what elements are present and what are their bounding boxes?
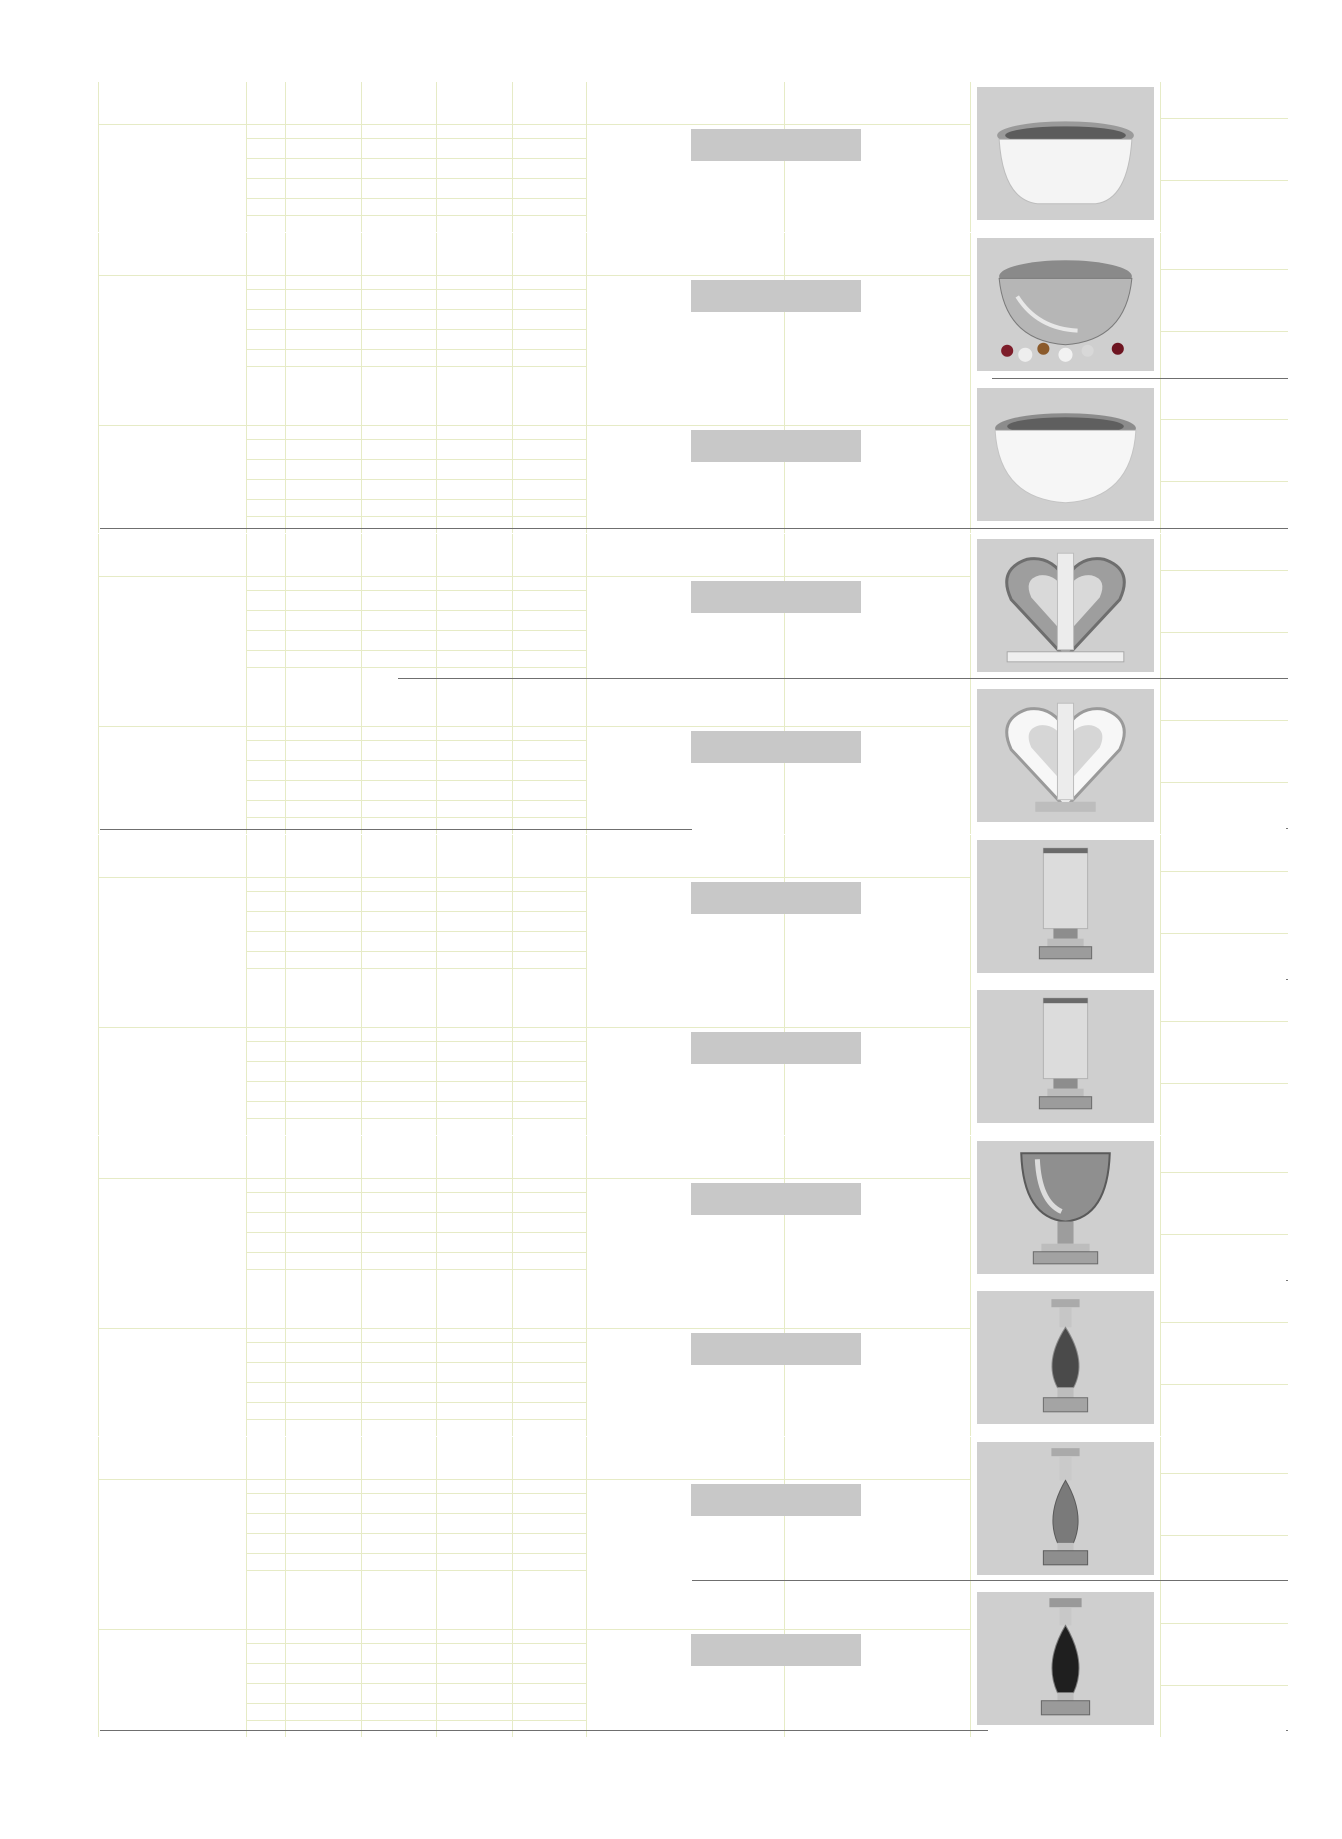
grid-line-horizontal bbox=[1160, 419, 1288, 420]
separator-rule bbox=[100, 829, 692, 830]
product-row bbox=[98, 82, 1288, 232]
grid-line-vertical bbox=[361, 1437, 362, 1587]
grid-line-vertical bbox=[361, 82, 362, 232]
grid-line-horizontal bbox=[246, 329, 586, 330]
grid-line-vertical bbox=[970, 82, 971, 232]
grid-line-vertical bbox=[98, 835, 99, 985]
grid-line-horizontal bbox=[246, 459, 586, 460]
grid-line-horizontal bbox=[246, 1269, 586, 1270]
product-row bbox=[98, 1587, 1288, 1737]
grid-line-vertical bbox=[361, 684, 362, 834]
grid-line-horizontal bbox=[246, 1061, 586, 1062]
grid-line-vertical bbox=[970, 1286, 971, 1436]
grid-line-vertical bbox=[512, 684, 513, 834]
grid-line-vertical bbox=[970, 534, 971, 684]
grid-line-vertical bbox=[436, 684, 437, 834]
product-row bbox=[98, 985, 1288, 1135]
grid-line-horizontal bbox=[246, 1402, 586, 1403]
grid-line-vertical bbox=[285, 1286, 286, 1436]
grid-line-vertical bbox=[512, 1136, 513, 1286]
grid-line-horizontal bbox=[98, 1479, 970, 1480]
grid-line-horizontal bbox=[246, 1192, 586, 1193]
grid-line-horizontal bbox=[246, 1419, 586, 1420]
grid-line-vertical bbox=[246, 1587, 247, 1737]
grid-line-vertical bbox=[512, 1437, 513, 1587]
product-photo bbox=[977, 539, 1154, 672]
grid-line-vertical bbox=[361, 1136, 362, 1286]
grid-line-vertical bbox=[246, 233, 247, 383]
price-bar bbox=[691, 280, 861, 312]
grid-line-vertical bbox=[1160, 684, 1161, 834]
grid-line-horizontal bbox=[1160, 1685, 1288, 1686]
grid-line-vertical bbox=[970, 985, 971, 1135]
grid-line-horizontal bbox=[246, 968, 586, 969]
grid-line-vertical bbox=[586, 985, 587, 1135]
grid-line-vertical bbox=[586, 82, 587, 232]
grid-line-vertical bbox=[436, 534, 437, 684]
product-row bbox=[98, 835, 1288, 985]
grid-line-vertical bbox=[586, 684, 587, 834]
grid-line-vertical bbox=[436, 1587, 437, 1737]
grid-line-horizontal bbox=[1160, 1234, 1288, 1235]
grid-line-vertical bbox=[436, 82, 437, 232]
grid-line-horizontal bbox=[246, 158, 586, 159]
grid-line-horizontal bbox=[246, 1382, 586, 1383]
white-heart-vase-icon bbox=[977, 689, 1154, 822]
grid-line-horizontal bbox=[246, 740, 586, 741]
grid-line-horizontal bbox=[1160, 782, 1288, 783]
grid-line-vertical bbox=[361, 1587, 362, 1737]
product-row bbox=[98, 1136, 1288, 1286]
grid-line-horizontal bbox=[246, 1041, 586, 1042]
grid-line-vertical bbox=[1160, 835, 1161, 985]
grid-line-vertical bbox=[98, 233, 99, 383]
grid-line-horizontal bbox=[1160, 1021, 1288, 1022]
grid-line-vertical bbox=[586, 1136, 587, 1286]
grid-line-vertical bbox=[246, 383, 247, 533]
grid-line-vertical bbox=[1160, 82, 1161, 232]
grid-line-horizontal bbox=[246, 198, 586, 199]
grid-line-vertical bbox=[970, 233, 971, 383]
product-photo bbox=[977, 1592, 1154, 1725]
grid-line-horizontal bbox=[1160, 1535, 1288, 1536]
grid-line-vertical bbox=[1160, 1136, 1161, 1286]
grid-line-vertical bbox=[361, 383, 362, 533]
product-row bbox=[98, 383, 1288, 533]
grid-line-vertical bbox=[98, 1286, 99, 1436]
price-bar bbox=[691, 581, 861, 613]
grid-line-horizontal bbox=[246, 349, 586, 350]
grid-line-vertical bbox=[586, 383, 587, 533]
grid-line-vertical bbox=[285, 1136, 286, 1286]
grid-line-vertical bbox=[586, 1286, 587, 1436]
product-photo bbox=[977, 1141, 1154, 1274]
grid-line-vertical bbox=[98, 684, 99, 834]
separator-rule bbox=[100, 1730, 988, 1731]
grid-line-horizontal bbox=[1160, 720, 1288, 721]
round-white-bowl-silver-interior-icon bbox=[977, 388, 1154, 521]
grid-line-vertical bbox=[1160, 233, 1161, 383]
product-photo bbox=[977, 238, 1154, 371]
grid-line-horizontal bbox=[1160, 1623, 1288, 1624]
grid-line-vertical bbox=[512, 233, 513, 383]
price-bar bbox=[691, 882, 861, 914]
grid-line-vertical bbox=[1160, 383, 1161, 533]
silver-candlestick-icon bbox=[977, 1291, 1154, 1424]
grid-line-vertical bbox=[436, 383, 437, 533]
price-bar bbox=[691, 1634, 861, 1666]
grid-line-horizontal bbox=[246, 911, 586, 912]
grid-line-vertical bbox=[436, 835, 437, 985]
black-silver-candlestick-icon bbox=[977, 1592, 1154, 1725]
grid-line-vertical bbox=[98, 1136, 99, 1286]
grid-line-horizontal bbox=[246, 630, 586, 631]
edge-tick bbox=[1286, 828, 1288, 829]
grid-line-horizontal bbox=[246, 891, 586, 892]
grid-line-vertical bbox=[246, 534, 247, 684]
grid-line-vertical bbox=[1160, 1286, 1161, 1436]
grid-line-horizontal bbox=[98, 1178, 970, 1179]
grid-line-horizontal bbox=[1160, 1384, 1288, 1385]
grid-line-vertical bbox=[98, 82, 99, 232]
grid-line-horizontal bbox=[1160, 331, 1288, 332]
grid-line-vertical bbox=[285, 1437, 286, 1587]
grid-line-vertical bbox=[361, 534, 362, 684]
grid-line-horizontal bbox=[1160, 180, 1288, 181]
grid-line-vertical bbox=[285, 835, 286, 985]
grid-line-vertical bbox=[1160, 534, 1161, 684]
grid-line-vertical bbox=[246, 985, 247, 1135]
edge-tick bbox=[1286, 979, 1288, 980]
grid-line-vertical bbox=[1160, 1587, 1161, 1737]
grid-line-horizontal bbox=[246, 800, 586, 801]
product-photo bbox=[977, 1442, 1154, 1575]
silver-goblet-vase-icon bbox=[977, 1141, 1154, 1274]
grid-line-vertical bbox=[586, 1587, 587, 1737]
grid-line-horizontal bbox=[98, 1027, 970, 1028]
grid-line-horizontal bbox=[246, 1081, 586, 1082]
grid-line-vertical bbox=[436, 1136, 437, 1286]
separator-rule bbox=[992, 378, 1288, 379]
grid-line-vertical bbox=[285, 1587, 286, 1737]
grid-line-vertical bbox=[285, 684, 286, 834]
grid-line-vertical bbox=[970, 383, 971, 533]
grid-line-vertical bbox=[436, 233, 437, 383]
glass-hurricane-on-silver-base-icon bbox=[977, 840, 1154, 973]
grid-line-vertical bbox=[970, 1136, 971, 1286]
grid-line-horizontal bbox=[1160, 269, 1288, 270]
grid-line-vertical bbox=[1160, 985, 1161, 1135]
grid-line-horizontal bbox=[246, 780, 586, 781]
grid-line-horizontal bbox=[246, 1513, 586, 1514]
grid-line-vertical bbox=[98, 383, 99, 533]
grid-line-vertical bbox=[246, 1286, 247, 1436]
grid-line-horizontal bbox=[98, 576, 970, 577]
grid-line-horizontal bbox=[246, 289, 586, 290]
separator-rule bbox=[398, 678, 1288, 679]
grid-line-vertical bbox=[1160, 1437, 1161, 1587]
grid-line-horizontal bbox=[1160, 1322, 1288, 1323]
grid-line-horizontal bbox=[98, 1328, 970, 1329]
grid-line-vertical bbox=[285, 233, 286, 383]
grid-line-vertical bbox=[436, 1437, 437, 1587]
price-bar bbox=[691, 1333, 861, 1365]
price-bar bbox=[691, 1183, 861, 1215]
price-bar bbox=[691, 129, 861, 161]
grid-line-vertical bbox=[436, 985, 437, 1135]
grid-line-horizontal bbox=[1160, 1083, 1288, 1084]
grid-line-vertical bbox=[586, 1437, 587, 1587]
product-row bbox=[98, 684, 1288, 834]
grid-line-vertical bbox=[970, 1437, 971, 1587]
grid-line-horizontal bbox=[98, 877, 970, 878]
grid-line-horizontal bbox=[246, 1703, 586, 1704]
grid-line-horizontal bbox=[98, 275, 970, 276]
grid-line-horizontal bbox=[98, 726, 970, 727]
grid-line-horizontal bbox=[246, 1101, 586, 1102]
grid-line-horizontal bbox=[246, 1252, 586, 1253]
grid-line-horizontal bbox=[246, 590, 586, 591]
edge-tick bbox=[1286, 1730, 1288, 1731]
grid-line-horizontal bbox=[246, 138, 586, 139]
grid-line-horizontal bbox=[246, 1720, 586, 1721]
grid-line-vertical bbox=[512, 835, 513, 985]
grid-line-horizontal bbox=[246, 1212, 586, 1213]
grid-line-horizontal bbox=[1160, 570, 1288, 571]
grid-line-horizontal bbox=[246, 650, 586, 651]
grid-line-horizontal bbox=[1160, 933, 1288, 934]
grid-line-horizontal bbox=[1160, 871, 1288, 872]
grid-line-horizontal bbox=[1160, 632, 1288, 633]
grid-line-vertical bbox=[512, 1587, 513, 1737]
grid-line-horizontal bbox=[246, 1663, 586, 1664]
grid-line-vertical bbox=[285, 82, 286, 232]
grid-line-vertical bbox=[98, 534, 99, 684]
grid-line-horizontal bbox=[246, 610, 586, 611]
product-photo bbox=[977, 388, 1154, 521]
grid-line-horizontal bbox=[98, 1629, 970, 1630]
product-row bbox=[98, 1437, 1288, 1587]
product-photo bbox=[977, 87, 1154, 220]
grid-line-horizontal bbox=[246, 366, 586, 367]
grid-line-vertical bbox=[361, 835, 362, 985]
grid-line-horizontal bbox=[246, 215, 586, 216]
grid-line-vertical bbox=[98, 1437, 99, 1587]
grid-line-horizontal bbox=[246, 760, 586, 761]
grid-line-vertical bbox=[361, 1286, 362, 1436]
grid-line-vertical bbox=[361, 985, 362, 1135]
glass-hurricane-on-silver-base-icon bbox=[977, 990, 1154, 1123]
product-photo bbox=[977, 990, 1154, 1123]
grid-line-vertical bbox=[246, 1136, 247, 1286]
grid-line-horizontal bbox=[246, 1232, 586, 1233]
product-photo bbox=[977, 840, 1154, 973]
grid-line-vertical bbox=[586, 534, 587, 684]
grid-line-horizontal bbox=[1160, 481, 1288, 482]
grid-line-vertical bbox=[246, 684, 247, 834]
grid-line-horizontal bbox=[246, 951, 586, 952]
grid-line-horizontal bbox=[246, 1643, 586, 1644]
grid-line-vertical bbox=[285, 534, 286, 684]
grid-line-horizontal bbox=[246, 309, 586, 310]
grid-line-horizontal bbox=[246, 1342, 586, 1343]
grid-line-vertical bbox=[512, 534, 513, 684]
grid-line-vertical bbox=[512, 383, 513, 533]
oval-white-planter-silver-rim-icon bbox=[977, 87, 1154, 220]
grid-line-horizontal bbox=[246, 516, 586, 517]
grid-line-horizontal bbox=[246, 1683, 586, 1684]
grid-line-vertical bbox=[970, 1587, 971, 1737]
grid-line-horizontal bbox=[98, 124, 970, 125]
product-photo bbox=[977, 1291, 1154, 1424]
grid-line-vertical bbox=[586, 835, 587, 985]
grid-line-horizontal bbox=[246, 1570, 586, 1571]
grid-line-horizontal bbox=[246, 1553, 586, 1554]
price-bar bbox=[691, 430, 861, 462]
grid-line-vertical bbox=[285, 383, 286, 533]
grid-line-vertical bbox=[512, 1286, 513, 1436]
grid-line-vertical bbox=[586, 233, 587, 383]
price-bar bbox=[691, 731, 861, 763]
grid-line-vertical bbox=[98, 1587, 99, 1737]
product-row bbox=[98, 233, 1288, 383]
grid-line-vertical bbox=[970, 684, 971, 834]
grid-line-vertical bbox=[512, 82, 513, 232]
grid-line-vertical bbox=[436, 1286, 437, 1436]
grid-line-horizontal bbox=[246, 1533, 586, 1534]
grid-line-horizontal bbox=[246, 817, 586, 818]
product-row bbox=[98, 1286, 1288, 1436]
round-silver-bowl-with-stones-icon bbox=[977, 238, 1154, 371]
grid-line-vertical bbox=[246, 82, 247, 232]
grid-line-vertical bbox=[246, 1437, 247, 1587]
grid-line-vertical bbox=[98, 985, 99, 1135]
grid-line-horizontal bbox=[246, 499, 586, 500]
grid-line-vertical bbox=[285, 985, 286, 1135]
separator-rule bbox=[100, 528, 1288, 529]
grid-line-vertical bbox=[512, 985, 513, 1135]
product-photo bbox=[977, 689, 1154, 822]
grid-line-horizontal bbox=[246, 1362, 586, 1363]
silver-candlestick-tall-icon bbox=[977, 1442, 1154, 1575]
grid-line-vertical bbox=[970, 835, 971, 985]
price-bar bbox=[691, 1032, 861, 1064]
product-row bbox=[98, 534, 1288, 684]
grid-line-horizontal bbox=[246, 931, 586, 932]
separator-rule bbox=[692, 1580, 1288, 1581]
grid-line-horizontal bbox=[246, 1118, 586, 1119]
edge-tick bbox=[1286, 1280, 1288, 1281]
grid-line-horizontal bbox=[246, 178, 586, 179]
grid-line-horizontal bbox=[246, 667, 586, 668]
price-bar bbox=[691, 1484, 861, 1516]
grid-line-vertical bbox=[246, 835, 247, 985]
grid-line-horizontal bbox=[246, 1493, 586, 1494]
grid-line-horizontal bbox=[98, 425, 970, 426]
grid-line-horizontal bbox=[1160, 1172, 1288, 1173]
grid-line-horizontal bbox=[1160, 118, 1288, 119]
grid-line-vertical bbox=[361, 233, 362, 383]
silver-heart-vase-icon bbox=[977, 539, 1154, 672]
grid-line-horizontal bbox=[246, 439, 586, 440]
grid-line-horizontal bbox=[246, 479, 586, 480]
grid-line-horizontal bbox=[1160, 1473, 1288, 1474]
